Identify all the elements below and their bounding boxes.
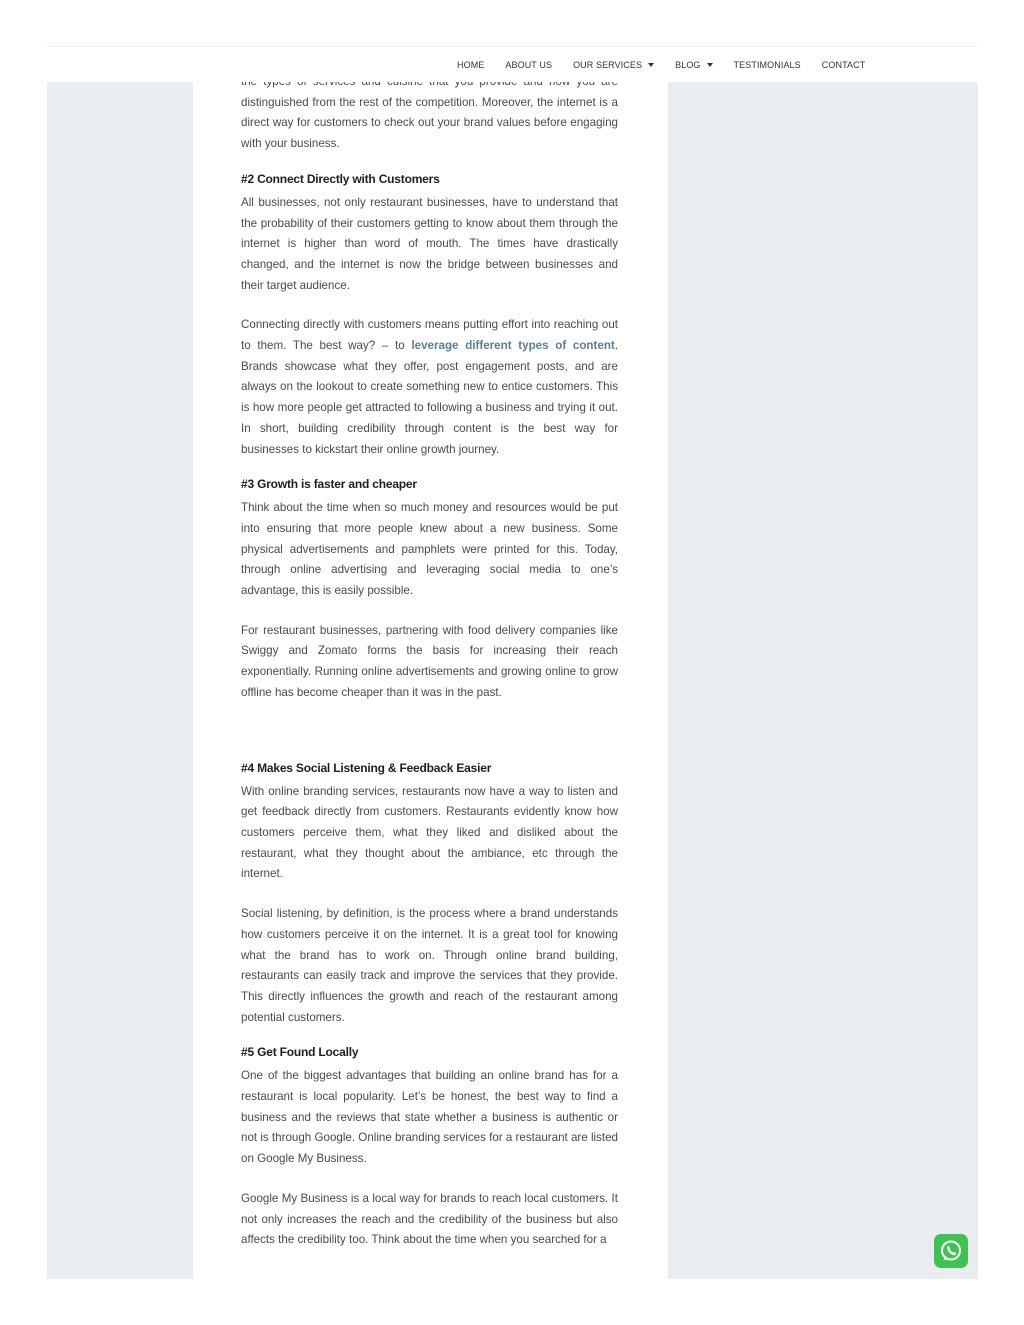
paragraph-text: Connecting directly with customers means putting effort into reaching out to them. The best way? – to bbox=[241, 318, 618, 353]
article-paragraph: One of the biggest advantages that building an online brand has for a restaurant is local popularity. Let’s be honest, the best way to find a business and the reviews that state whether a business is authentic or not is through Google. Online branding services for a restaurant are listed on Google My Business. bbox=[241, 1069, 619, 1166]
article-paragraph: All businesses, not only restaurant businesses, have to understand that the probability of their customers getting to know about them through the internet is higher than word of mouth. The times have drastically changed, and the internet is now the bridge between businesses and their target audience. bbox=[241, 195, 618, 292]
nav-label: TESTIMONIALS bbox=[733, 59, 801, 70]
section-heading-5: #5 Get Found Locally bbox=[241, 1045, 359, 1060]
caret-down-icon bbox=[648, 63, 654, 67]
nav-menu bbox=[457, 47, 886, 82]
nav-label: BLOG bbox=[675, 59, 701, 70]
nav-item-home[interactable] bbox=[457, 60, 484, 70]
section-heading-3: #3 Growth is faster and cheaper bbox=[241, 477, 417, 492]
nav-item-blog[interactable] bbox=[675, 60, 712, 70]
article-paragraph bbox=[241, 315, 618, 460]
nav-label: CONTACT bbox=[821, 59, 866, 70]
nav-label: HOME bbox=[457, 59, 485, 70]
article-content bbox=[241, 72, 618, 1251]
article-paragraph: Google My Business is a local way for brands to reach local customers. It not only increases the reach and the credibility of the business but also affects the credibility too. Think about the time when you searched for a bbox=[241, 1191, 618, 1247]
paragraph-text: . Brands showcase what they offer, post engagement posts, and are always on the lookout to create something new to entice customers. This is how more people get attracted to following a business and trying it out. In short, building credibility through content is the best way for businesses to kickstart their online growth journey. bbox=[241, 339, 618, 456]
section-heading-2: #2 Connect Directly with Customers bbox=[241, 171, 440, 186]
article-paragraph: For restaurant businesses, partnering with food delivery companies like Swiggy and Zomato forms the basis for increasing their reach exponentially. Running online advertisements and growing online to grow offline has become cheaper than it was in the past. bbox=[241, 623, 618, 699]
content-types-link[interactable]: leverage different types of content bbox=[411, 339, 615, 353]
nav-item-about-us[interactable] bbox=[505, 60, 552, 70]
caret-down-icon bbox=[707, 63, 713, 67]
article-paragraph: Think about the time when so much money and resources would be put into ensuring that more people knew about a new business. Some physical advertisements and pamphlets were printed for this. Today, through online advertising and leveraging social media to one’s advantage, this is easily possible. bbox=[241, 501, 618, 598]
whatsapp-chat-button[interactable] bbox=[934, 1234, 968, 1268]
whatsapp-icon bbox=[938, 1238, 964, 1264]
nav-item-contact[interactable] bbox=[822, 60, 866, 70]
nav-label: ABOUT US bbox=[505, 59, 553, 70]
article-paragraph: With online branding services, restaurants now have a way to listen and get feedback directly from customers. Restaurants evidently know how customers perceive them, what they liked and disliked about the restaurant, what they thought about the ambiance, etc through the internet. bbox=[241, 784, 618, 881]
right-sidebar-panel bbox=[668, 81, 978, 1279]
top-navigation-bar bbox=[47, 46, 978, 82]
section-heading-4: #4 Makes Social Listening & Feedback Easier bbox=[241, 760, 492, 775]
article-paragraph: Social listening, by definition, is the process where a brand understands how customers perceive it on the internet. It is a great tool for knowing what the brand has to work on. Through online brand building, restaurants can easily track and improve the services that they provide. This directly influences the growth and reach of the restaurant among potential customers. bbox=[241, 907, 618, 1024]
nav-item-testimonials[interactable] bbox=[734, 60, 801, 70]
nav-item-our-services[interactable] bbox=[573, 60, 654, 70]
nav-label: OUR SERVICES bbox=[573, 59, 643, 70]
article-paragraph: distinguished from the rest of the competition. Moreover, the internet is a direct way for customers to check out your brand values before engaging with your business. bbox=[241, 95, 618, 151]
left-sidebar-panel bbox=[47, 81, 193, 1279]
